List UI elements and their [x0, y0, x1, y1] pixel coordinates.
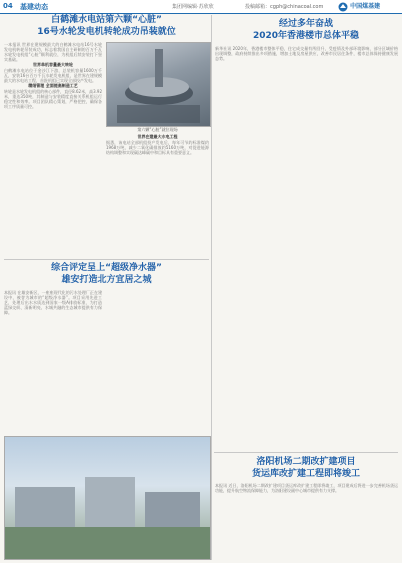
column-divider — [211, 15, 212, 560]
article4-title — [214, 456, 398, 480]
article1-photo — [106, 42, 211, 127]
article1-col1 — [4, 42, 102, 257]
article2-title-line2: 2020年香港楼市总体平稳 — [252, 31, 360, 41]
page-header — [0, 0, 402, 14]
article1-sub3: 世界在建最大水电工程 — [137, 134, 178, 139]
article3-title-line2: 雄安打造北方宜居之城 — [61, 275, 152, 285]
email-link[interactable]: cgph@chinacoal.com — [270, 4, 324, 10]
article1-sub1: 世界单机容量最大转轮 — [33, 62, 73, 67]
waterworks-image — [5, 437, 210, 559]
page-number: 04 — [3, 2, 13, 10]
article-divider — [4, 259, 209, 260]
article1-para2: 白鹤滩水电站位于金沙江下游，总装机容量1600万千瓦，安装16台百万千瓦水轮发电机组，是世界在建规模最大的水电站工程，首批机组已实现全部投产发电。 — [4, 68, 102, 83]
logo-text: 中国煤基建 — [350, 3, 381, 10]
article1-para1: 一本报讯 世界在建规模最大的白鹤滩水电站16号水轮发电机转轮吊装成功，标志着我国自主研制的百万千瓦水轮发电机组“心脏”顺利就位，为机组后续安装打下坚实基础。 — [4, 42, 102, 62]
logo-icon — [338, 2, 348, 12]
article3-para1: 本报讯 在雄安新区，一座座现代化的污水处理厂正在建设中，被誉为城市的“超级净水器”。项目采用先进工艺，处理后出水水质达到国家一级A排放标准，为打造蓝绿交织、清新明亮、水城共融的生态城市提供有力保障。 — [4, 290, 102, 315]
article1-para4: 据悉，该电站全部机组投产发电后，每年可节约标准煤约1968万吨，减少二氧化碳排放约5160万吨，对促进能源结构调整和实现碳达峰碳中和目标具有重要意义。 — [106, 140, 209, 155]
article4-para1: 本报讯 近日，洛阳机场二期改扩建项目货运库改扩建工程即将竣工，项目建成后将进一步完善机场货运功能，提升航空物流保障能力，为洛阳建设副中心城市提供有力支撑。 — [215, 483, 398, 493]
article4-body — [215, 483, 398, 560]
article2-para1: 新华社讯 2020年，香港楼市整体平稳，住宅成交量有所回升，受疫情及外部环境影响，部分区域价格出现调整，政府持续推出多项措施，增加土地及房屋供应，改善市民居住条件，楼市总体保持健康发展态势。 — [215, 46, 398, 61]
article3-title-line1: 综合评定呈上“超级净水器” — [51, 263, 162, 273]
article1-col2 — [106, 134, 209, 257]
article3-title — [4, 262, 209, 286]
article2-body — [215, 46, 398, 448]
article4-title-line1: 洛阳机场二期改扩建项目 — [256, 457, 356, 467]
article1-photo-caption: 第六颗“心脏”就位现场 — [137, 127, 178, 132]
article2-title-line1: 经过多年奋战 — [278, 19, 333, 29]
article-divider-right — [214, 452, 398, 453]
article1-title — [4, 14, 209, 38]
article1-title-line2: 16号水轮发电机转轮成功吊装就位 — [37, 27, 176, 37]
logo — [338, 1, 380, 12]
article1-para3: 转轮是水轮发电机组的核心部件，直径8.62米，高3.92米，重达350吨，其制造与安装精度直接关系机组运行稳定性和效率。项目团队精心策划，严格把控，确保各项工序质量可控。 — [4, 89, 102, 109]
article2-title — [214, 18, 398, 42]
editor-credit: 集团网编辑·苏欣欣 — [172, 4, 214, 10]
article1-sub2: 精细管理 全面提高制造工艺 — [28, 83, 78, 88]
article3-photo — [4, 436, 211, 560]
turbine-image — [107, 43, 210, 126]
article3-col2 — [106, 290, 209, 433]
section-name: 基建动态 — [20, 3, 48, 11]
article3-col1 — [4, 290, 102, 433]
article1-title-line1: 白鹤滩水电站第六颗“心脏” — [51, 15, 162, 25]
email-line: 投稿邮箱：cgph@chinacoal.com — [245, 4, 324, 10]
article4-title-line2: 货运库改扩建工程即将竣工 — [251, 469, 360, 479]
